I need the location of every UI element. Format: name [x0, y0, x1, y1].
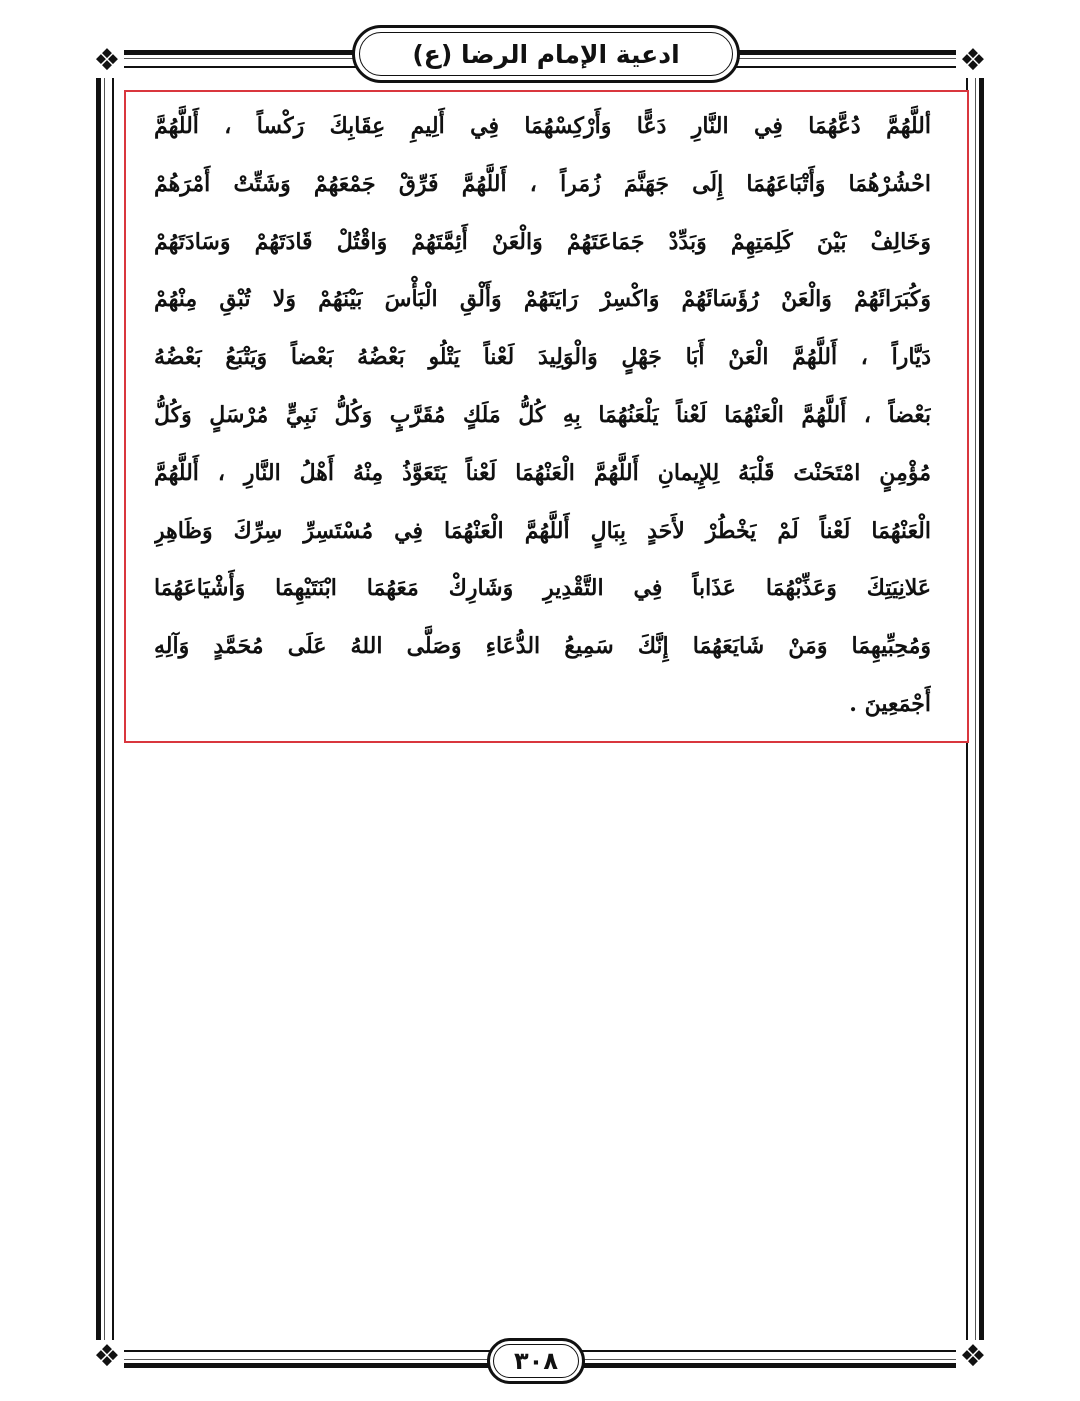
text-line: الْعَنْهُمَا لَعْناً لَمْ يَخْطُرْ لأَحَدٍ بِبَالٍ أَللَّهُمَّ الْعَنْهُمَا فِي مُسْتَسِرِّ سِرِّكَ وَظَاهِرِ	[154, 517, 931, 544]
corner-ornament-icon: ❖	[956, 44, 990, 78]
text-line: مُؤْمِنٍ امْتَحَنْتَ قَلْبَهُ لِلإِيمانِ أَللَّهُمَّ الْعَنْهُمَا لَعْناً يَتَعَوَّذُ مِنْهُ أَهْلُ النَّارِ ، أَللَّهُمَّ	[154, 459, 931, 486]
text-line: أَجْمَعِينَ .	[849, 690, 931, 717]
text-line: عَلانِيَتِكَ وَعَذِّبْهُمَا عَذَاباً فِي التَّقْدِيرِ وَشَارِكْ مَعَهُمَا ابْنَتَيْهِمَا وَأَشْيَاعَهُمَا	[154, 575, 931, 602]
text-line: دَيَّاراً ، أَللَّهُمَّ الْعَنْ أَبَا جَهْلٍ وَالْوَلِيدَ لَعْناً يَتْلُو بَعْضُهُ بَعْضاً وَيَتْبَعُ بَعْضُهُ	[154, 344, 931, 371]
page-number-cartouche	[487, 1338, 585, 1384]
highlighted-text-block	[124, 90, 969, 743]
corner-ornament-icon: ❖	[956, 1340, 990, 1374]
text-line: وَكُبَرَائَهُمْ وَالْعَنْ رُؤَسَائَهُمْ وَاكْسِرْ رَايَتَهُمْ وَأَلْقِ الْبَأْسَ بَيْنَهُمْ وَلا تُبْقِ مِنْهُمْ	[154, 286, 931, 313]
corner-ornament-icon: ❖	[90, 1340, 124, 1374]
text-line: وَخَالِفْ بَيْنَ كَلِمَتِهِمْ وَبَدِّدْ جَمَاعَتَهُمْ وَالْعَنْ أَئِمَّتَهُمْ وَاقْتُلْ قَادَتَهُمْ وَسَادَتَهُمْ	[154, 228, 931, 255]
header-cartouche	[352, 25, 740, 83]
text-line: وَمُحِبِّيهِمَا وَمَنْ شَايَعَهُمَا إِنَّكَ سَمِيعُ الدُّعَاءِ وَصَلَّى اللهُ عَلَى مُحَمَّدٍ وَآلِهِ	[154, 633, 931, 660]
page-title: ادعية الإمام الرضا (ع)	[412, 39, 680, 69]
page-number: ٣٠٨	[514, 1347, 558, 1375]
text-line: احْشُرْهُمَا وَأَتْبَاعَهُمَا إِلَى جَهَنَّمَ زُمَراً ، أَللَّهُمَّ فَرِّقْ جَمْعَهُمْ وَشَتِّتْ أَمْرَهُمْ	[154, 170, 931, 197]
text-line: بَعْضاً ، أَللَّهُمَّ الْعَنْهُمَا لَعْناً يَلْعَنُهُمَا بِهِ كُلُّ مَلَكٍ مُقَرَّبٍ وَكُلُّ نَبِيٍّ مُرْسَلٍ وَكُلُّ	[154, 401, 931, 428]
corner-ornament-icon: ❖	[90, 44, 124, 78]
text-line: أللَّهُمَّ دُعَّهُمَا فِي النَّارِ دَعًّا وَأَرْكِسْهُمَا فِي أَلِيمِ عِقَابِكَ رَكْساً ، أَللَّهُمَّ	[154, 113, 931, 139]
